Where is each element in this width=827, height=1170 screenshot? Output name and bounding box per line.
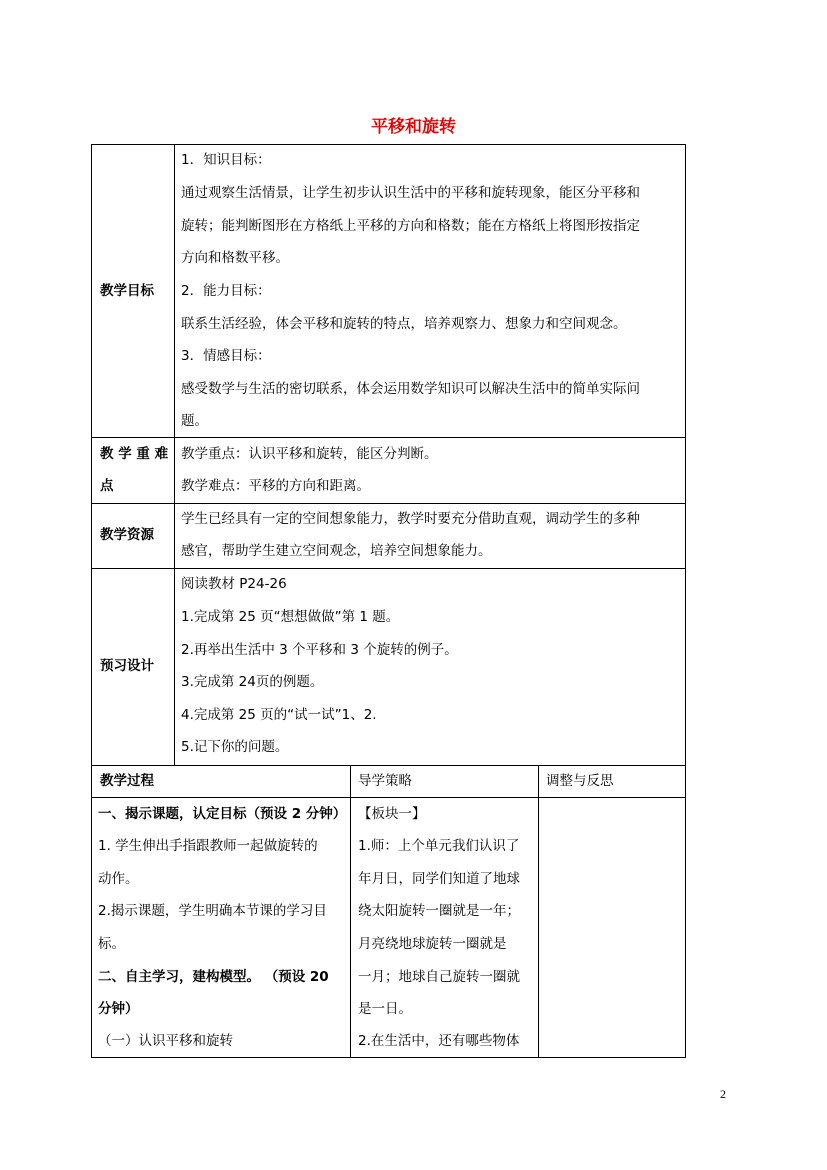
strategy-line: 【板块一】 <box>358 806 426 822</box>
preview-line: 4.完成第 25 页的“试一试”1、2. <box>181 707 377 723</box>
goals-line: 方向和格数平移。 <box>181 250 289 266</box>
goals-line: 题。 <box>181 413 208 429</box>
process-line: 动作。 <box>98 871 139 887</box>
goals-line: 感受数学与生活的密切联系，体会运用数学知识可以解决生活中的简单实际问 <box>181 381 640 397</box>
difficulty-line: 教学难点：平移的方向和距离。 <box>181 478 370 494</box>
strategy-line: 1.师：上个单元我们认识了 <box>358 838 520 854</box>
strategy-line: 月亮绕地球旋转一圈就是 <box>358 936 507 952</box>
resources-line: 感官，帮助学生建立空间观念，培养空间想象能力。 <box>181 543 492 559</box>
preview-line: 5.记下你的问题。 <box>181 739 289 755</box>
strategy-header: 导学策略 <box>358 773 412 789</box>
process-header: 教学过程 <box>100 773 154 789</box>
preview-line: 1.完成第 25 页“想想做做”第 1 题。 <box>181 609 400 625</box>
strategy-line: 年月日，同学们知道了地球 <box>358 871 520 887</box>
document-title: 平移和旋转 <box>371 117 456 137</box>
page-number: 2 <box>720 1087 726 1101</box>
key-points-label-cont: 点 <box>100 478 114 494</box>
preview-label: 预习设计 <box>100 658 154 674</box>
strategy-line: 绕太阳旋转一圈就是一年； <box>358 903 520 919</box>
column-divider <box>174 144 175 766</box>
process-line: 二、自主学习，建构模型。 （预设 20 <box>98 969 329 985</box>
key-points-label: 教 学 重 难 <box>100 446 169 462</box>
column-divider <box>538 765 539 1058</box>
goals-line: 3．情感目标： <box>181 348 271 364</box>
process-line: 1. 学生伸出手指跟教师一起做旋转的 <box>98 838 318 854</box>
strategy-line: 是一日。 <box>358 1001 412 1017</box>
goals-line: 2．能力目标： <box>181 283 271 299</box>
key-point-line: 教学重点：认识平移和旋转，能区分判断。 <box>181 446 438 462</box>
column-divider <box>350 765 351 1058</box>
strategy-line: 2.在生活中，还有哪些物体 <box>358 1033 520 1049</box>
process-line: 2.揭示课题，学生明确本节课的学习目 <box>98 903 327 919</box>
preview-line: 2.再举出生活中 3 个平移和 3 个旋转的例子。 <box>181 642 458 658</box>
goals-line: 1．知识目标： <box>181 152 271 168</box>
goals-line: 联系生活经验，体会平移和旋转的特点，培养观察力、想象力和空间观念。 <box>181 316 627 332</box>
process-line: 一、揭示课题，认定目标（预设 2 分钟） <box>98 806 347 822</box>
reflection-header: 调整与反思 <box>546 773 614 789</box>
goals-line: 通过观察生活情景，让学生初步认识生活中的平移和旋转现象，能区分平移和 <box>181 185 640 201</box>
preview-line: 阅读教材 P24-26 <box>181 576 287 592</box>
goals-line: 旋转；能判断图形在方格纸上平移的方向和格数；能在方格纸上将图形按指定 <box>181 218 640 234</box>
process-line: （一）认识平移和旋转 <box>98 1033 233 1049</box>
process-line: 标。 <box>98 936 125 952</box>
preview-line: 3.完成第 24页的例题。 <box>181 674 324 690</box>
strategy-line: 一月；地球自己旋转一圈就 <box>358 969 520 985</box>
resources-line: 学生已经具有一定的空间想象能力，教学时要充分借助直观，调动学生的多种 <box>181 511 640 527</box>
goals-label: 教学目标 <box>100 283 154 299</box>
process-line: 分钟） <box>98 1001 139 1017</box>
resources-label: 教学资源 <box>100 527 154 543</box>
